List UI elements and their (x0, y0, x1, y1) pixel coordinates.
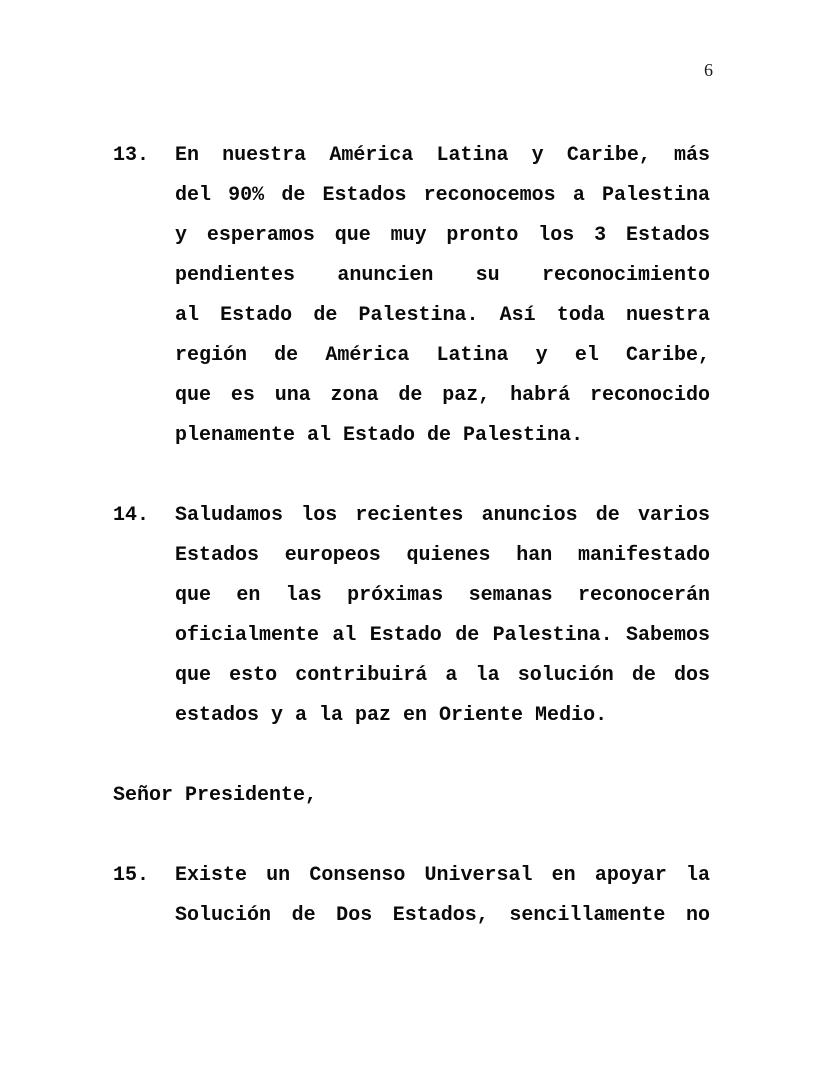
text-line: región de América Latina y el Caribe, (175, 344, 710, 367)
paragraph-lines (175, 856, 710, 936)
text-line: estados y a la paz en Oriente Medio. (175, 704, 608, 727)
numbered-paragraph (113, 496, 710, 736)
text-line: Saludamos los recientes anuncios de varios (175, 504, 710, 527)
paragraph-number: 15. (113, 864, 150, 887)
paragraph-number: 13. (113, 144, 150, 167)
text-line: plenamente al Estado de Palestina. (175, 424, 584, 447)
text-line: Estados europeos quienes han manifestado (175, 544, 710, 567)
text-line: al Estado de Palestina. Así toda nuestra (175, 304, 710, 327)
text-line: oficialmente al Estado de Palestina. Sabemos (175, 624, 710, 647)
numbered-paragraph (113, 856, 710, 936)
text-line: que es una zona de paz, habrá reconocido (175, 384, 710, 407)
text-line: Existe un Consenso Universal en apoyar la (175, 864, 710, 887)
text-line: y esperamos que muy pronto los 3 Estados (175, 224, 710, 247)
paragraph-lines (175, 496, 710, 736)
paragraph-number: 14. (113, 504, 150, 527)
text-line: que esto contribuirá a la solución de dos (175, 664, 710, 687)
page-number: 6 (704, 60, 713, 80)
document-body (113, 136, 710, 936)
text-line: En nuestra América Latina y Caribe, más (175, 144, 710, 167)
text-line: Señor Presidente, (113, 784, 318, 807)
numbered-paragraph (113, 136, 710, 456)
text-line: del 90% de Estados reconocemos a Palestina (175, 184, 710, 207)
salutation-paragraph (113, 776, 710, 816)
paragraph-lines (113, 776, 710, 816)
paragraph-lines (175, 136, 710, 456)
text-line: pendientes anuncien su reconocimiento (175, 264, 710, 287)
text-line: Solución de Dos Estados, sencillamente no (175, 904, 710, 927)
text-line: que en las próximas semanas reconocerán (175, 584, 710, 607)
